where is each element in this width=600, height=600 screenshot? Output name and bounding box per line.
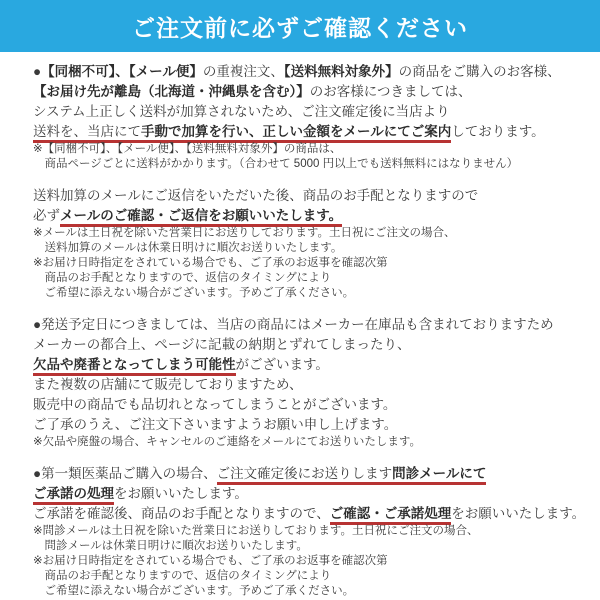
notice-line [33, 256, 596, 271]
text-segment: をお願いいたします。 [114, 486, 248, 501]
text-segment: がございます。 [235, 357, 329, 372]
notice-section [33, 464, 596, 599]
notice-line [33, 286, 596, 301]
text-segment: 必ず [33, 208, 60, 223]
text-segment: 【送料無料対象外】 [283, 64, 399, 79]
notice-line [33, 62, 596, 82]
notice-line [33, 375, 596, 395]
text-segment: 商品ページごとに送料がかかります。（合わせて 5000 円以上でも送料無料にはなりません） [33, 158, 519, 170]
text-segment: のお客様につきましては、 [309, 84, 472, 99]
text-segment: 問診メールにて [392, 466, 486, 485]
notice-line [33, 206, 596, 226]
text-segment: の商品をご購入のお客様、 [398, 64, 561, 79]
text-segment: 手動で加算を行い、正しい金額をメールにてご案内 [141, 124, 451, 143]
notice-line [33, 484, 596, 504]
notice-line [33, 415, 596, 435]
notice-header [0, 0, 600, 52]
notice-line [33, 102, 596, 122]
text-segment: ● [33, 64, 42, 79]
text-segment: 商品のお手配となりますので、返信のタイミングにより [33, 570, 332, 582]
notice-line [33, 355, 596, 375]
text-segment: ※欠品や廃盤の場合、キャンセルのご連絡をメールにてお送りいたします。 [33, 436, 421, 448]
text-segment: 商品のお手配となりますので、返信のタイミングにより [33, 272, 332, 284]
text-segment: 欠品や廃番となってしまう可能性 [33, 357, 236, 376]
text-segment: をお願いいたします。 [451, 506, 586, 521]
text-segment: ご希望に添えない場合がございます。予めご了承ください。 [33, 585, 355, 597]
text-segment: ●第一類医薬品ご購入の場合、 [33, 466, 217, 481]
notice-section [33, 62, 596, 172]
notice-body [0, 52, 600, 599]
page-title: ご注文前に必ずご確認ください [132, 14, 468, 41]
text-segment: 送料加算のメールにご返信をいただいた後、商品のお手配となりますので [33, 188, 479, 203]
notice-line [33, 539, 596, 554]
notice-line [33, 241, 596, 256]
text-segment: システム上正しく送料が加算されないため、ご注文確定後に当店より [33, 104, 450, 119]
notice-line [33, 584, 596, 599]
text-segment: ご承諾を確認後、商品のお手配となりますので、 [33, 506, 330, 521]
notice-line [33, 435, 596, 450]
text-segment: 送料加算のメールは休業日明けに順次お送りいたします。 [33, 242, 343, 254]
text-segment: 問診メールは休業日明けに順次お送りいたします。 [33, 540, 308, 552]
text-segment: ※問診メールは土日祝を除いた営業日にお送りしております。土日祝にご注文の場合、 [33, 525, 479, 537]
text-segment: メーカーの都合上、ページに記載の納期とずれてしまったり、 [33, 337, 411, 352]
notice-line [33, 504, 596, 524]
notice-line [33, 157, 596, 172]
notice-line [33, 569, 596, 584]
text-segment: ※お届け日時指定をされている場合でも、ご了承のお返事を確認次第 [33, 257, 388, 269]
notice-line [33, 186, 596, 206]
text-segment: ※お届け日時指定をされている場合でも、ご了承のお返事を確認次第 [33, 555, 388, 567]
text-segment: また複数の店舗にて販売しておりますため、 [33, 377, 303, 392]
text-segment: ご注文確定後にお送りします [217, 466, 393, 485]
text-segment: ※メールは土日祝を除いた営業日にお送りしております。土日祝にご注文の場合、 [33, 227, 456, 239]
text-segment: 【お届け先が離島（北海道・沖縄県を含む）】 [33, 84, 310, 99]
notice-line [33, 524, 596, 539]
notice-line [33, 554, 596, 569]
text-segment: メールのご確認・ご返信をお願いいたします。 [60, 208, 342, 227]
notice-line [33, 464, 596, 484]
notice-line [33, 271, 596, 286]
text-segment: ご了承のうえ、ご注文下さいますようお願い申し上げます。 [33, 417, 398, 432]
notice-line [33, 315, 596, 335]
notice-line [33, 82, 596, 102]
text-segment: ご承諾の処理 [33, 486, 114, 505]
notice-line [33, 122, 596, 142]
notice-line [33, 395, 596, 415]
text-segment: の重複注文、 [202, 64, 284, 79]
text-segment: 販売中の商品でも品切れとなってしまうことがございます。 [33, 397, 397, 412]
notice-line [33, 142, 596, 157]
text-segment: ご希望に添えない場合がございます。予めご了承ください。 [33, 287, 355, 299]
text-segment: 【同梱不可】、【メール便】 [41, 64, 203, 79]
notice-section [33, 186, 596, 301]
text-segment: しております。 [451, 124, 545, 139]
notice-line [33, 335, 596, 355]
text-segment: ※【同梱不可】、【メール便】、【送料無料対象外】の商品は、 [33, 143, 342, 155]
text-segment: ●発送予定日につきましては、当店の商品にはメーカー在庫品も含まれておりますため [33, 317, 554, 332]
text-segment: ご確認・ご承諾処理 [330, 506, 452, 525]
text-segment: 送料を、当店にて [33, 124, 141, 143]
notice-line [33, 226, 596, 241]
notice-section [33, 315, 596, 450]
